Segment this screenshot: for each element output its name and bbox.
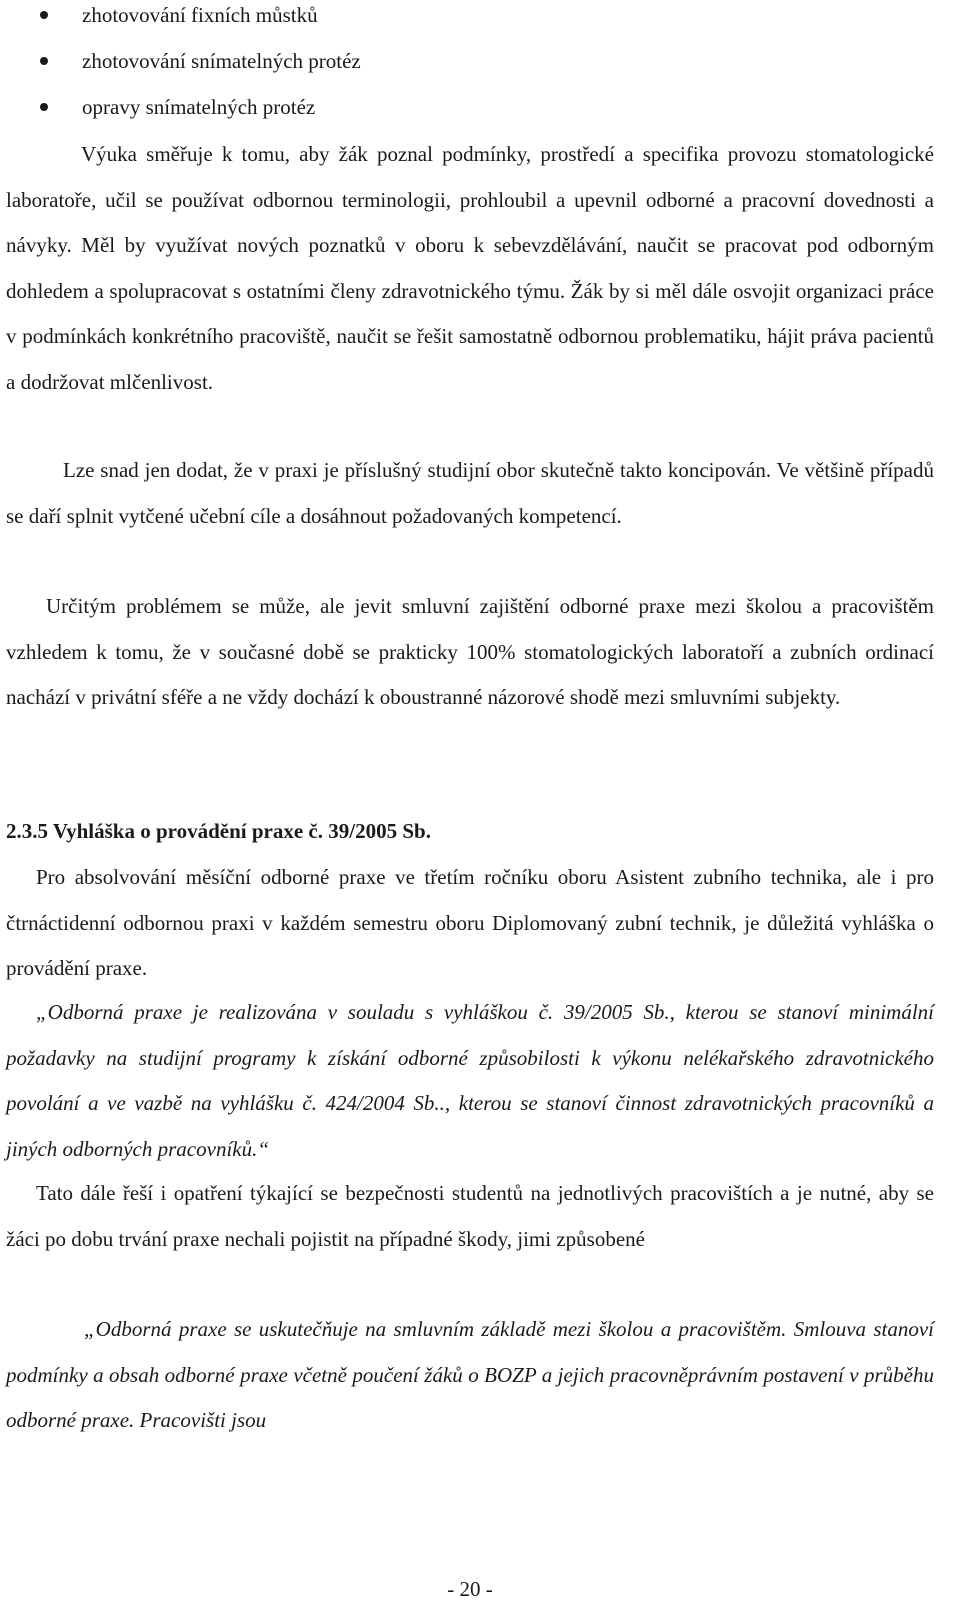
paragraph-safety: Tato dále řeší i opatření týkající se bezpečnosti studentů na jednotlivých pracovištích a je nutné, aby se žáci po dobu trvání praxe nechali pojistit na případné škody, jimi způsobené bbox=[6, 1181, 934, 1251]
list-item bbox=[6, 0, 934, 30]
page-number: - 20 - bbox=[447, 1577, 493, 1601]
bullet-icon bbox=[40, 11, 48, 19]
list-item-text: zhotovování fixních můstků bbox=[82, 3, 318, 27]
paragraph-contract-problem: Určitým problémem se může, ale jevit smluvní zajištění odborné praxe mezi školou a pracovištěm vzhledem k tomu, že v současné době se prakticky 100% stomatologických laboratoří a zubních ordinací nachází v privátní sféře a ne vždy dochází k oboustranné názorové shodě mezi smluvními subjekty. bbox=[6, 594, 934, 709]
paragraph-regulation: Pro absolvování měsíční odborné praxe ve třetím ročníku oboru Asistent zubního technika, ale i pro čtrnáctidenní odbornou praxi v každém semestru oboru Diplomovaný zubní technik, je důležitá vyhláška o provádění praxe. bbox=[6, 865, 934, 980]
list-item bbox=[6, 92, 934, 122]
bullet-icon bbox=[40, 103, 48, 111]
paragraph-concept: Lze snad jen dodat, že v praxi je příslušný studijní obor skutečně takto koncipován. Ve většině případů se daří splnit vytčené učební cíle a dosáhnout požadovaných kompetencí. bbox=[6, 458, 934, 528]
quote-contract: „Odborná praxe se uskutečňuje na smluvním základě mezi školou a pracovištěm. Smlouva stanoví podmínky a obsah odborné praxe včetně poučení žáků o BOZP a jejich pracovněprávním postavení v průběhu odborné praxe. Pracovišti jsou bbox=[6, 1317, 934, 1432]
list-item-text: opravy snímatelných protéz bbox=[82, 95, 316, 119]
quote-regulation: „Odborná praxe je realizována v souladu s vyhláškou č. 39/2005 Sb., kterou se stanoví minimální požadavky na studijní programy k získání odborné způsobilosti k výkonu nelékařského zdravotnického povolání a ve vazbě na vyhlášku č. 424/2004 Sb.., kterou se stanoví činnost zdravotnických pracovníků a jiných odborných pracovníků.“ bbox=[6, 1000, 934, 1161]
bullet-icon bbox=[40, 57, 48, 65]
section-heading: 2.3.5 Vyhláška o provádění praxe č. 39/2005 Sb. bbox=[6, 819, 431, 843]
paragraph-praxis-goals: Výuka směřuje k tomu, aby žák poznal podmínky, prostředí a specifika provozu stomatologické laboratoře, učil se používat odbornou terminologii, prohloubil a upevnil odborné a pracovní dovednosti a návyky. Měl by využívat nových poznatků v oboru k sebevzdělávání, naučit se pracovat pod odborným dohledem a spolupracovat s ostatními členy zdravotnického týmu. Žák by si měl dále osvojit organizaci práce v podmínkách konkrétního pracoviště, naučit se řešit samostatně odbornou problematiku, hájit práva pacientů a dodržovat mlčenlivost. bbox=[6, 142, 934, 394]
list-item bbox=[6, 46, 934, 76]
list-item-text: zhotovování snímatelných protéz bbox=[82, 49, 361, 73]
